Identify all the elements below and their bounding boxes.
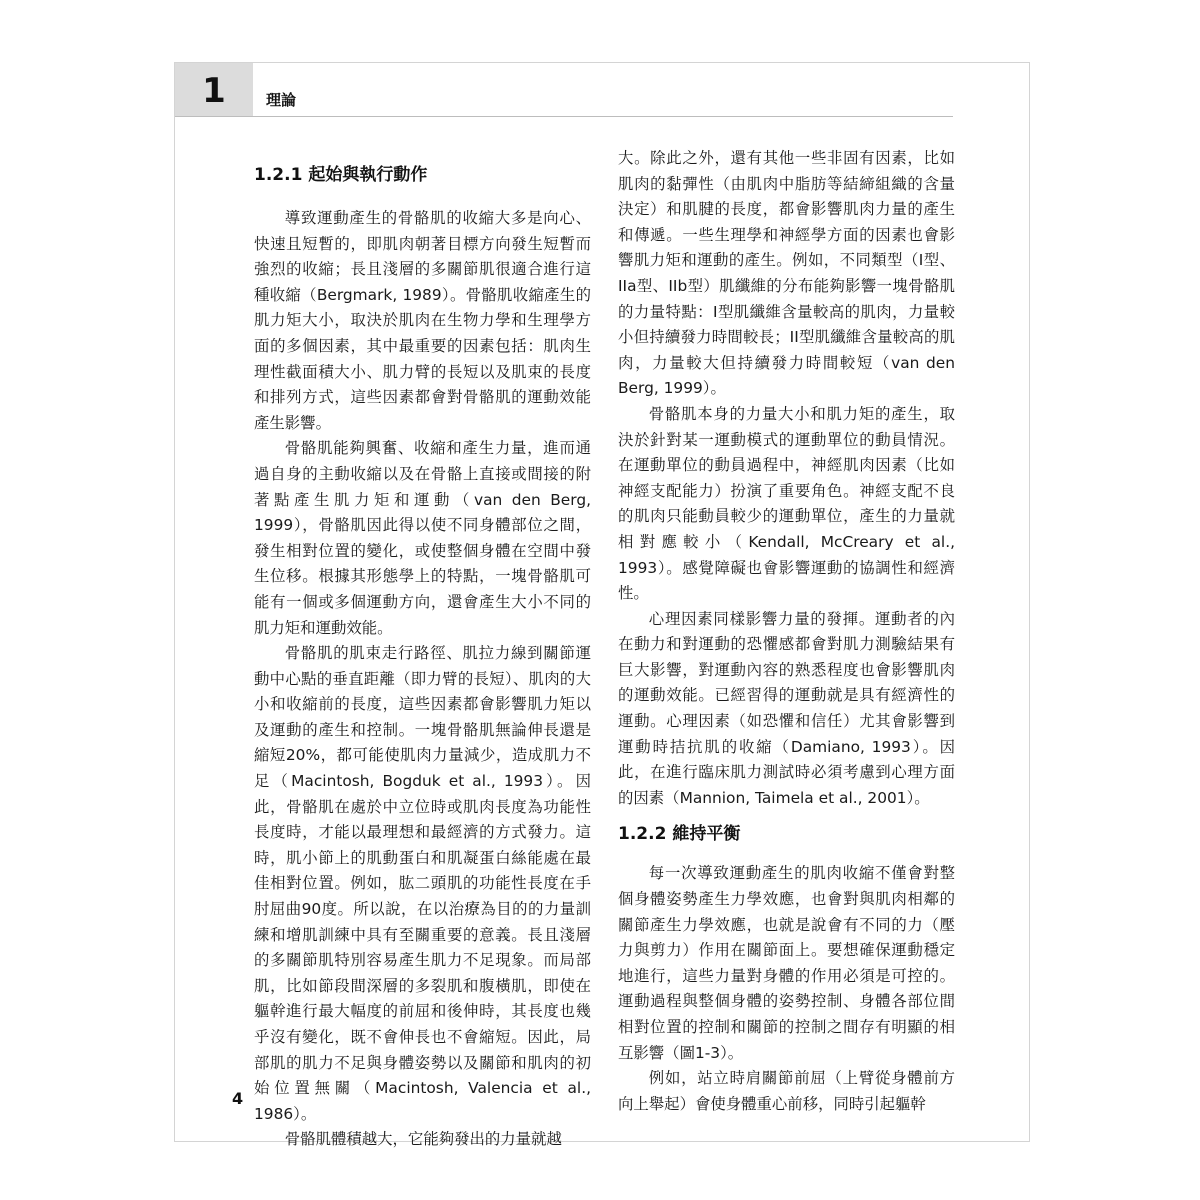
paragraph: 骨骼肌能夠興奮、收縮和產生力量，進而通過自身的主動收縮以及在骨骼上直接或間接的附著點產生肌力矩和運動（van den Berg, 1999），骨骼肌因此得以使不同身體部位之間，發生相對位置的變化，或使整個身體在空間中發生位移。根據其形態學上的特點，一塊骨骼肌可能有一個或多個運動方向，還會產生大小不同的肌力矩和運動效能。 <box>254 439 591 637</box>
paragraph: 導致運動產生的骨骼肌的收縮大多是向心、快速且短暫的，即肌肉朝著目標方向發生短暫而強烈的收縮；長且淺層的多關節肌很適合進行這種收縮（Bergmark, 1989）。骨骼肌收縮產生的肌力矩大小，取決於肌肉在生物力學和生理學方面的多個因素，其中最重要的因素包括：肌肉生理性截面積大小、肌力臂的長短以及肌束的長度和排列方式，這些因素都會對骨骼肌的運動效能產生影響。 <box>254 209 591 432</box>
paragraph: 每一次導致運動產生的肌肉收縮不僅會對整個身體姿勢產生力學效應，也會對與肌肉相鄰的關節產生力學效應，也就是說會有不同的力（壓力與剪力）作用在關節面上。要想確保運動穩定地進行，這些力量對身體的作用必須是可控的。運動過程與整個身體的姿勢控制、身體各部位間相對位置的控制和關節的控制之間存有明顯的相互影響（圖1-3）。 <box>618 864 955 1062</box>
chapter-number-box <box>175 63 253 116</box>
paragraph: 骨骼肌本身的力量大小和肌力矩的產生，取決於針對某一運動模式的運動單位的動員情況。在運動單位的動員過程中，神經肌肉因素（比如神經支配能力）扮演了重要角色。神經支配不良的肌肉只能動員較少的運動單位，產生的力量就相對應較小（Kendall, McCreary et al., 1993）。感覺障礙也會影響運動的協調性和經濟性。 <box>618 404 955 603</box>
paragraph: 骨骼肌體積越大，它能夠發出的力量就越 <box>284 1130 562 1149</box>
paragraph: 例如，站立時肩關節前屈（上臂從身體前方向上舉起）會使身體重心前移，同時引起軀幹 <box>618 1069 955 1113</box>
right-column <box>618 146 955 1117</box>
paragraph: 心理因素同樣影響力量的發揮。運動者的內在動力和對運動的恐懼感都會對肌力測驗結果有巨大影響，對運動內容的熟悉程度也會影響肌肉的運動效能。已經習得的運動就是具有經濟性的運動。心理因素（如恐懼和信任）尤其會影響到運動時拮抗肌的收縮（Damiano, 1993）。因此，在進行臨床肌力測試時必須考慮到心理方面的因素（Mannion, Taimela et al., 2001）。 <box>618 609 955 807</box>
paragraph-continued: 大。除此之外，還有其他一些非固有因素，比如肌肉的黏彈性（由肌肉中脂肪等結締組織的含量決定）和肌腱的長度，都會影響肌肉力量的產生和傳遞。一些生理學和神經學方面的因素也會影響肌力矩和運動的產生。例如，不同類型（I型、IIa型、IIb型）肌纖維的分布能夠影響一塊骨骼肌的力量特點：I型肌纖維含量較高的肌肉，力量較小但持續發力時間較長；II型肌纖維含量較高的肌肉，力量較大但持續發力時間較短（van den Berg, 1999）。 <box>618 149 955 398</box>
section-heading-1-2-2: 1.2.2 維持平衡 <box>618 824 741 845</box>
paragraph: 骨骼肌的肌束走行路徑、肌拉力線到關節運動中心點的垂直距離（即力臂的長短）、肌肉的大小和收縮前的長度，這些因素都會影響肌力矩以及運動的產生和控制。一塊骨骼肌無論伸長還是縮短20%，都可能使肌肉力量減少，造成肌力不足（Macintosh, Bogduk et al., 1993）。因此，骨骼肌在處於中立位時或肌肉長度為功能性長度時，才能以最理想和最經濟的方式發力。這時，肌小節上的肌動蛋白和肌凝蛋白絲能處在最佳相對位置。例如，肱二頭肌的功能性長度在手肘屈曲90度。所以說，在以治療為目的的力量訓練和增肌訓練中具有至關重要的意義。長且淺層的多關節肌特別容易產生肌力不足現象。而局部肌，比如節段間深層的多裂肌和腹橫肌，即使在軀幹進行最大幅度的前屈和後伸時，其長度也幾乎沒有變化，既不會伸長也不會縮短。因此，局部肌的肌力不足與身體姿勢以及關節和肌肉的初始位置無關（Macintosh, Valencia et al., 1986）。 <box>254 644 591 1123</box>
header-divider <box>175 116 953 117</box>
chapter-title: 理論 <box>266 91 297 109</box>
left-column <box>254 160 591 1153</box>
chapter-number: 1 <box>202 71 226 111</box>
page-number: 4 <box>232 1089 244 1108</box>
section-heading-1-2-1: 1.2.1 起始與執行動作 <box>254 165 428 185</box>
